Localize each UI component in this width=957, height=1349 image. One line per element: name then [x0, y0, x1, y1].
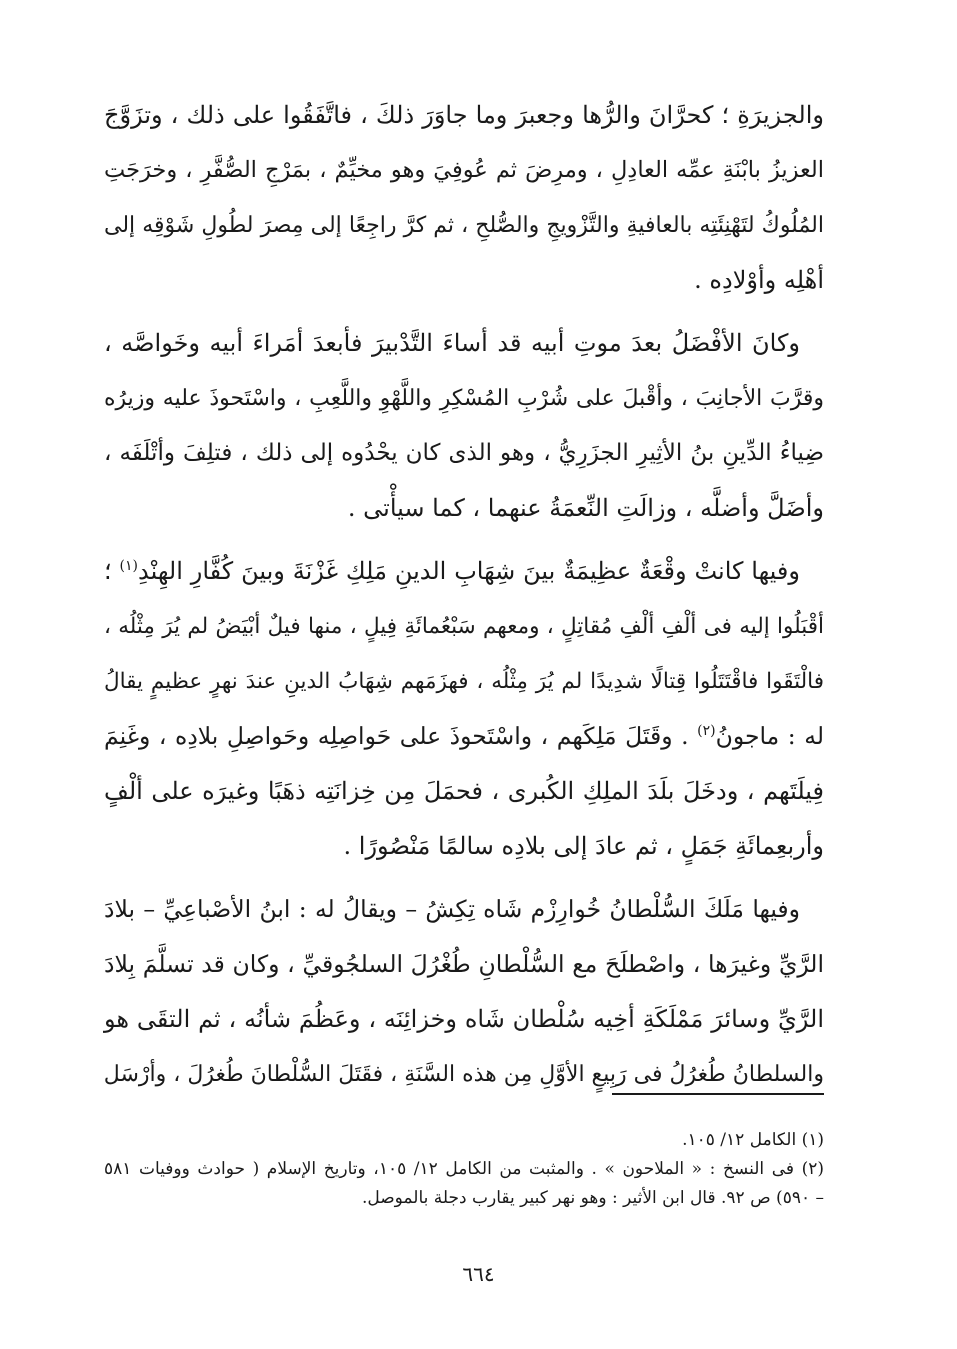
paragraph [104, 316, 824, 536]
footnote [104, 1126, 824, 1155]
text-run: وفيها كانتْ وقْعَةٌ عظِيمَةٌ بينَ شِهَابِ الدينِ مَلِكِ غَزْنَةَ وبينَ كُفَّارِ الهِنْدِ [137, 557, 800, 585]
text-line: وكانَ الأفْضَلُ بعدَ موتِ أبيه قد أساءَ التَّدْبيرَ فأبعدَ أمَراءَ أبيه وخَواصَّه ، [104, 329, 800, 357]
text-line: أقْبَلُوا إليه فى ألْفِ ألْفِ مُقاتِلٍ ، ومعهم سَبْعُمائَةِ فِيلٍ ، منها فيلٌ أبْيَضُ لم يُرَ مِثْلُه ، [104, 614, 824, 639]
footnote [104, 1155, 824, 1213]
page-number: ٦٦٤ [462, 1262, 495, 1286]
footnote-line: – ٥٩٠) ص ٩٢. قال ابن الأثير : وهو نهر كبير يقارب دجلة بالموصل. [361, 1188, 824, 1208]
text-line: ضِياءُ الدِّينِ بنُ الأثِيرِ الجزَرِيُّ ، وهو الذى كان يحْدُوه إلى ذلك ، فتلِفَ وأتْلَفَه ، [104, 440, 824, 466]
text-line: فِيلَتَهم ، ودخَلَ بلَدَ الملِكِ الكُبرى ، فحمَلَ مِن خِزانَتِه ذهَبًا وغيرَه على ألْفٍ [104, 777, 825, 805]
text-line: والسلطانُ طُغرُلُ فى رَبِيعٍ الأوَّلِ مِن هذه السَّنَةِ ، فقَتَلَ السُّلْطانَ طُغرُلَ ، وأرْسَل [103, 1062, 824, 1087]
footnote-separator [612, 1093, 824, 1095]
text-line: وفيها مَلَكَ السُّلْطانُ خُوارِزْم شَاه تِكِشُ – ويقالُ له : ابنُ الأصْباعِيِّ – بلادَ [104, 895, 800, 923]
text-line [104, 544, 824, 599]
paragraph [104, 544, 824, 874]
footnote-line: (١) الكامل ١٢/ ١٠٥. [682, 1130, 824, 1150]
main-text [104, 88, 824, 1110]
text-line: العزيزُ بابْنَةِ عمِّه العادِلِ ، ومرِضَ ثم عُوفِيَ وهو مخيِّمٌ ، بمَرْجِ الصُّفَّرِ ، وخرَجَتِ [104, 157, 824, 183]
paragraph [104, 88, 824, 308]
paragraph [104, 882, 824, 1102]
text-line: الرَّيِّ وسائرَ مَمْلَكَةِ أخِيه سُلْطان شَاه وخزائِنَه ، وعَظُمَ شأنُه ، ثم التقَى هو [104, 1005, 824, 1033]
text-line: وأضَلَّ وأضلَّه ، وزالَتِ النِّعمَةُ عنهما ، كما سيأْتى . [347, 494, 824, 522]
text-line: المُلُوكُ لتَهْنِئَتِه بالعافيةِ والتَّزْويجِ والصُّلحِ ، ثم كرَّ راجِعًا إلى مِصرَ لطُولِ شَوْقِه إلى [104, 213, 824, 238]
footnote-reference: (١) [119, 558, 138, 574]
text-line: فالْتَقَوا فاقْتَتَلُوا قِتالًا شدِيدًا لم يُرَ مِثْلُه ، فهزَمَهم شِهَابُ الدينِ عندَ نهرٍ عظيمٍ يقالُ [104, 669, 824, 694]
footnote-reference: (٢) [697, 723, 716, 740]
text-line: والجزيرَةِ ؛ كحرَّانَ والرُّها وجعبرَ وما جاوَرَ ذلكَ ، فاتَّفَقُوا على ذلك ، وتزَوَّجَ [104, 101, 824, 129]
footnotes [104, 1126, 824, 1213]
semicolon: ؛ [104, 557, 112, 585]
text-line: وأربعِمائَةِ جَمَلٍ ، ثم عادَ إلى بلادِه سالمًا مَنْصُورًا . [343, 832, 824, 860]
text-line: الرَّيِّ وغيرَها ، واصْطلَحَ مع السُّلْطانِ طُغْرُلَ السلجُوقيِّ ، وكان قد تسلَّمَ بِلادَ [104, 950, 824, 978]
text-line: وقرَّبَ الأجانِبَ ، وأقْبلَ على شُرْبِ المُسْكِرِ واللَّهْوِ واللَّعِبِ ، واسْتَحوذَ عليه وزيرُه [104, 386, 824, 411]
text-line [104, 709, 824, 764]
text-run: . وقَتَلَ مَلِكَهم ، واسْتَحوذَ على حَواصِلِه وحَواصِلِ بلادِه ، وغَنِمَ [104, 722, 689, 750]
footnote-line: (٢) فى النسخ : « الملاحون » . والمثبت من الكامل ١٢/ ١٠٥، وتاريخ الإسلام ( حوادث ووفيات ٥٨١ [104, 1159, 824, 1179]
text-line: أهْلِه وأوْلادِه . [694, 266, 824, 294]
text-run: له : ماجونُ [715, 722, 824, 750]
